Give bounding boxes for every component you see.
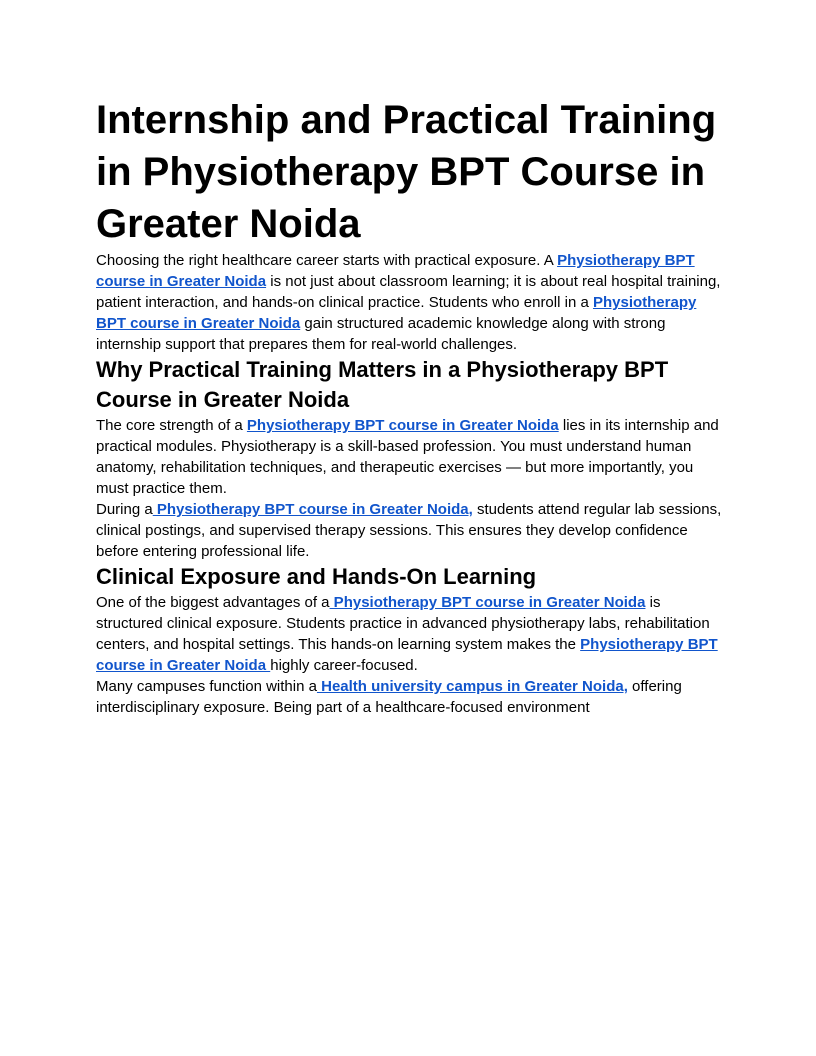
section1-p2-text-2: students attend regular lab sessions, clinical postings, and supervised therapy sessions. This ensures they develop confidence before entering professional life. [96,501,722,560]
section2-paragraph-1 [96,592,726,676]
intro-text-3: gain structured academic knowledge along with strong internship support that prepares them for real-world challenges. [96,315,666,353]
section2-paragraph-2 [96,676,726,718]
intro-paragraph [96,250,726,355]
section2-p2-text-1: Many campuses function within a [96,678,317,695]
section2-p1-text-3: highly career-focused. [270,657,418,674]
section1-p1-text-1: The core strength of a [96,417,247,434]
section1-p1-text-2: lies in its internship and practical modules. Physiotherapy is a skill-based profession. You must understand human anatomy, rehabilitation techniques, and therapeutic exercises — but more importantly, you must practice them. [96,417,719,497]
section-heading-practical-training: Why Practical Training Matters in a Physiotherapy BPT Course in Greater Noida [96,357,669,412]
section2-p2-text-2: offering interdisciplinary exposure. Being part of a healthcare-focused environment [96,678,682,716]
section-heading-clinical-exposure: Clinical Exposure and Hands-On Learning [96,564,537,589]
bpt-course-link[interactable]: Physiotherapy BPT course in Greater Noida [96,636,718,674]
section1-p2-text-1: During a [96,501,153,518]
bpt-course-link[interactable]: Physiotherapy BPT course in Greater Noida, [152,501,473,518]
bpt-course-link[interactable]: Physiotherapy BPT course in Greater Noida [329,594,646,611]
intro-text-2: is not just about classroom learning; it is about real hospital training, patient interaction, and hands-on clinical practice. Students who enroll in a [96,273,721,311]
section1-paragraph-2 [96,499,726,562]
section2-p1-text-2: is structured clinical exposure. Students practice in advanced physiotherapy labs, rehabilitation centers, and hospital settings. This hands-on learning system makes the [96,594,710,653]
intro-text-1: Choosing the right healthcare career starts with practical exposure. A [96,252,558,269]
bpt-course-link[interactable]: Physiotherapy BPT course in Greater Noida [246,417,559,434]
section2-p1-text-1: One of the biggest advantages of a [96,594,330,611]
health-university-link[interactable]: Health university campus in Greater Noida, [316,678,628,695]
document-page [96,94,726,718]
section1-paragraph-1 [96,415,726,499]
bpt-course-link[interactable]: Physiotherapy BPT course in Greater Noida [96,294,697,332]
page-title: Internship and Practical Training in Physiotherapy BPT Course in Greater Noida [96,98,717,246]
bpt-course-link[interactable]: Physiotherapy BPT course in Greater Noida [96,252,695,290]
